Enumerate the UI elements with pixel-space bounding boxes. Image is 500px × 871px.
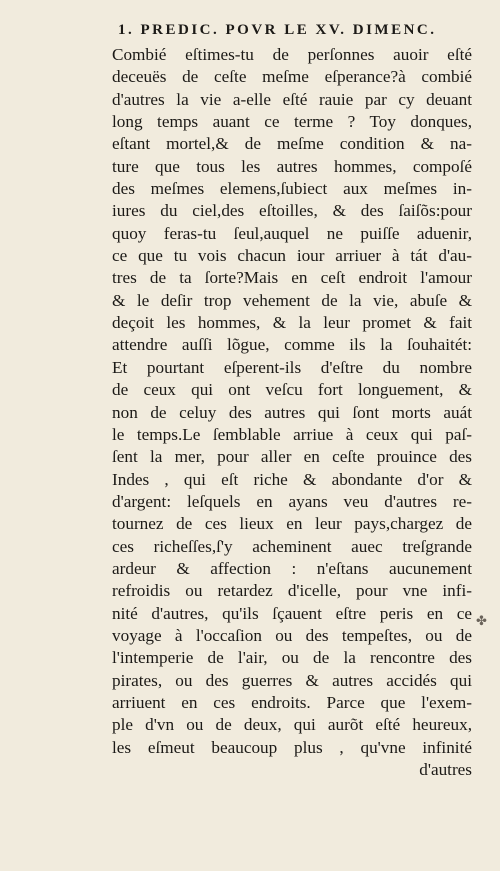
text-line: de ceux qui ont veſcu fort longuement, & (112, 380, 472, 400)
text-line: les eſmeut beaucoup plus , qu'vne infinité (112, 737, 472, 757)
text-line: iures du ciel,des eſtoilles, & des ſaiſõs:pour (112, 201, 472, 221)
margin-ornament-icon: ✤ (476, 614, 487, 629)
text-line: deceuës de ceſte meſme eſperance?à combié (112, 67, 472, 87)
text-line: ce que tu vois chacun iour arriuer à tát d'au- (112, 246, 472, 266)
text-line: des meſmes elemens,ſubiect aux meſmes in- (112, 179, 472, 199)
text-line: l'intemperie de l'air, ou de la rencontre des (112, 648, 472, 668)
text-line: tres de ta ſorte?Mais en ceſt endroit l'amour (112, 268, 472, 288)
body-text (112, 44, 472, 781)
text-line: ces richeſſes,ſ'y acheminent auec treſgrande (112, 536, 472, 556)
text-line: Indes , qui eſt riche & abondante d'or & (112, 469, 472, 489)
text-line: non de celuy des autres qui ſont morts auát (112, 402, 472, 422)
text-line: long temps auant ce terme ? Toy donques, (112, 112, 472, 132)
text-line: quoy feras-tu ſeul,auquel ne puiſſe aduenir, (112, 223, 472, 243)
text-line: Et pourtant eſperent-ils d'eſtre du nombre (112, 357, 472, 377)
text-line: voyage à l'occaſion ou des tempeſtes, ou de (112, 625, 472, 645)
text-line: d'argent: leſquels en ayans veu d'autres re- (112, 491, 472, 511)
text-line: d'autres la vie a-elle eſté rauie par cy deuant (112, 89, 472, 109)
text-line: pirates, ou des guerres & autres accidés qui (112, 670, 472, 690)
text-line: refroidis ou retardez d'icelle, pour vne infi- (112, 581, 472, 601)
text-line: ſent la mer, pour aller en ceſte prouince des (112, 447, 472, 467)
running-head: 1. PREDIC. POVR LE XV. DIMENC. (118, 22, 437, 38)
text-line: deçoit les hommes, & la leur promet & fait (112, 313, 472, 333)
text-line: le temps.Le ſemblable arriue à ceux qui paſ- (112, 424, 472, 444)
text-line: arriuent en ces endroits. Parce que l'exem- (112, 692, 472, 712)
text-line: tournez de ces lieux en leur pays,chargez de (112, 514, 472, 534)
text-line: eſtant mortel,& de meſme condition & na- (112, 134, 472, 154)
text-line: nité d'autres, qu'ils ſçauent eſtre peris en ce (112, 603, 472, 623)
text-line: ple d'vn ou de deux, qui aurõt eſté heureux, (112, 715, 472, 735)
text-line: & le deſir trop vehement de la vie, abuſe & (112, 290, 472, 310)
catchword: d'autres (419, 760, 472, 779)
text-line: Combié eſtimes-tu de perſonnes auoir eſté (112, 45, 472, 64)
text-line: ardeur & affection : n'eſtans aucunement (112, 558, 472, 578)
text-line: ture que tous les autres hommes, compoſé (112, 156, 472, 176)
text-line: attendre auſſi lõgue, comme ils la ſouhaitét: (112, 335, 472, 355)
